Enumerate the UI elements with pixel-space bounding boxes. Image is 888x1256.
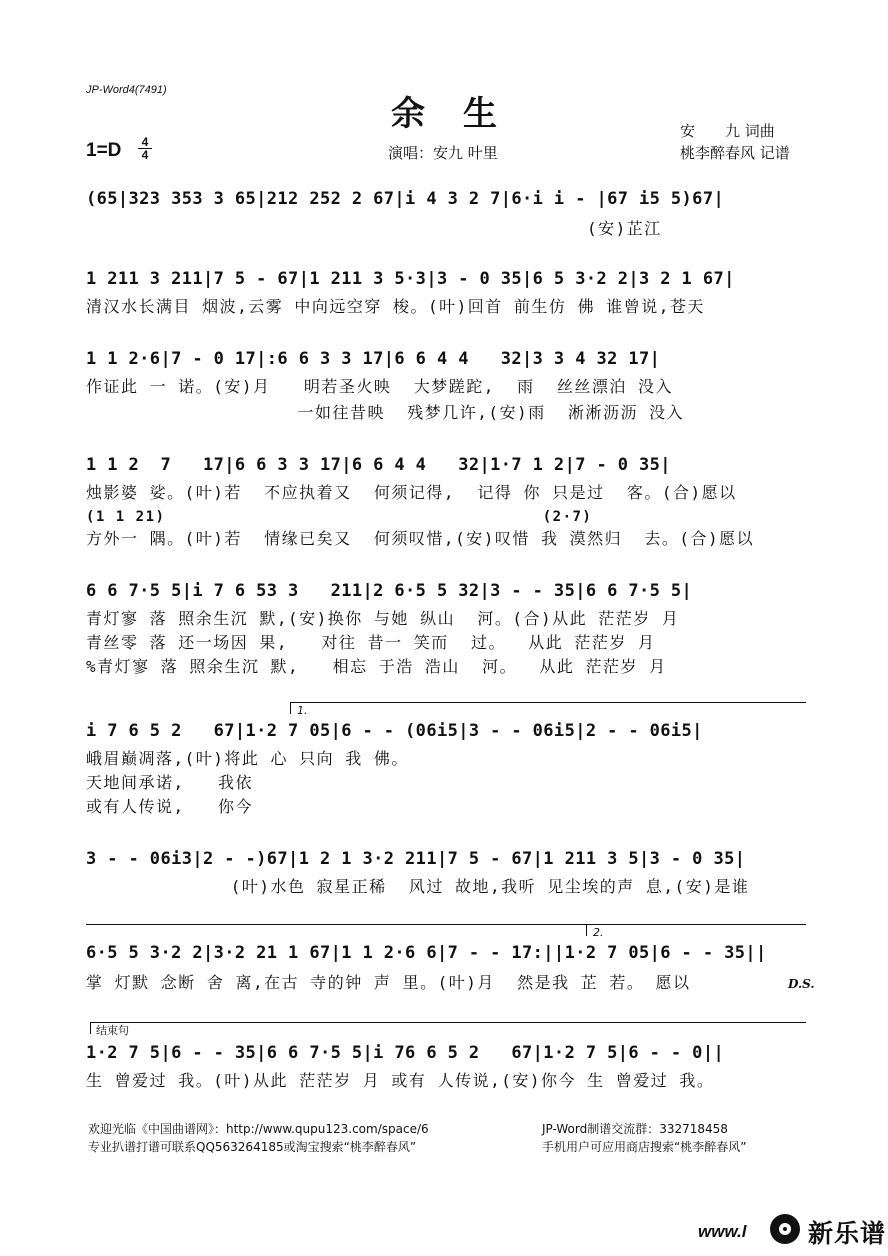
lyric-line-5c: %青灯寥 落 照余生沉 默, 相忘 于浩 浩山 河。 从此 茫茫岁 月 [86, 657, 667, 676]
key-signature: 1=D [86, 140, 122, 161]
scribe-credit: 桃李醉春风 记谱 [680, 144, 790, 162]
lyric-line-6b: 天地间承诺, 我依 [86, 773, 254, 792]
notation-line-5: 6 6 7·5 5|i 7 6 53 3 211|2 6·5 5 32|3 - - 35|6 6 7·5 5| [86, 581, 693, 601]
coda-bracket [90, 1022, 806, 1023]
lyric-line-3b: 一如往昔映 残梦几许,(安)雨 淅淅沥沥 没入 [86, 403, 685, 422]
song-title: 余生 [391, 94, 535, 134]
footer-app-note: 手机用户可应用商店搜索“桃李醉春风” [542, 1140, 747, 1154]
lyric-line-6c: 或有人传说, 你今 [86, 797, 254, 816]
time-signature [138, 136, 152, 161]
volta-1-bracket [290, 702, 806, 703]
lyric-line-6a: 峨眉巅凋落,(叶)将此 心 只向 我 佛。 [86, 749, 409, 768]
volta-2-bracket [586, 924, 806, 925]
time-denominator: 4 [138, 148, 152, 161]
lyric-line-5b: 青丝零 落 还一场因 果, 对往 昔一 笑而 过。 从此 茫茫岁 月 [86, 633, 656, 652]
coda-bracket-tick [90, 1022, 91, 1034]
lyric-line-1: (安)芷江 [86, 219, 662, 238]
lyric-line-4b: 方外一 隅。(叶)若 情缘已矣又 何须叹惜,(安)叹惜 我 漠然归 去。(合)愿以 [86, 529, 755, 548]
footer-site-link[interactable]: 欢迎光临《中国曲谱网》：http://www.qupu123.com/space/6 [88, 1122, 429, 1136]
lyric-line-7: (叶)水色 寂星正稀 风过 故地,我听 见尘埃的声 息,(安)是谁 [86, 877, 750, 896]
lyric-line-5a: 青灯寥 落 照余生沉 默,(安)换你 与她 纵山 河。(合)从此 茫茫岁 月 [86, 609, 680, 628]
volta-2-tick [586, 924, 587, 936]
footer-contact: 专业扒谱打谱可联系QQ563264185或淘宝搜索“桃李醉春风” [88, 1140, 417, 1154]
brand-watermark: 新乐谱 [808, 1219, 887, 1248]
source-label: JP-Word4(7491) [86, 84, 167, 96]
footer-group: JP-Word制谱交流群：332718458 [542, 1122, 728, 1136]
coda-label: 结束句 [96, 1024, 129, 1037]
lyric-line-4a: 烛影婆 娑。(叶)若 不应执着又 何须记得, 记得 你 只是过 客。(合)愿以 [86, 483, 737, 502]
watermark-url: www.l [698, 1222, 747, 1241]
repeat-bracket [86, 924, 586, 925]
lyric-line-2: 清汉水长满目 烟波,云雾 中向远空穿 梭。(叶)回首 前生仿 佛 谁曾说,苍天 [86, 297, 705, 316]
volta-2-label: 2. [593, 926, 604, 939]
dal-segno-mark: D.S. [788, 977, 815, 991]
composer-credit: 安 九 词曲 [680, 122, 775, 140]
record-logo-icon [770, 1214, 800, 1244]
time-numerator: 4 [141, 135, 149, 149]
notation-line-8: 6·5 5 3·2 2|3·2 21 1 67|1 1 2·6 6|7 - - 17:||1·2 7 05|6 - - 35|| [86, 943, 767, 963]
singer-credit: 演唱：安九 叶里 [388, 144, 498, 162]
alt-notation-4: (1 1 21) (2·7) [86, 509, 593, 525]
notation-line-1: (65|323 353 3 65|212 252 2 67|i 4 3 2 7|6·i i - |67 i5 5)67| [86, 189, 725, 209]
lyric-line-3a: 作证此 一 诺。(安)月 明若圣火映 大梦蹉跎, 雨 丝丝漂泊 没入 [86, 377, 673, 396]
notation-line-4: 1 1 2 7 17|6 6 3 3 17|6 6 4 4 32|1·7 1 2|7 - 0 35| [86, 455, 671, 475]
notation-line-2: 1 211 3 211|7 5 - 67|1 211 3 5·3|3 - 0 35|6 5 3·2 2|3 2 1 67| [86, 269, 735, 289]
notation-line-3: 1 1 2·6|7 - 0 17|:6 6 3 3 17|6 6 4 4 32|3 3 4 32 17| [86, 349, 661, 369]
notation-line-9: 1·2 7 5|6 - - 35|6 6 7·5 5|i 76 6 5 2 67|1·2 7 5|6 - - 0|| [86, 1043, 725, 1063]
notation-line-6: i 7 6 5 2 67|1·2 7 05|6 - - (06i5|3 - - 06i5|2 - - 06i5| [86, 721, 703, 741]
lyric-line-9: 生 曾爱过 我。(叶)从此 茫茫岁 月 或有 人传说,(安)你今 生 曾爱过 我。 [86, 1071, 715, 1090]
volta-1-label: 1. [297, 704, 308, 717]
volta-1-tick [290, 702, 291, 714]
notation-line-7: 3 - - 06i3|2 - -)67|1 2 1 3·2 211|7 5 - 67|1 211 3 5|3 - 0 35| [86, 849, 746, 869]
lyric-line-8: 掌 灯默 念断 舍 离,在古 寺的钟 声 里。(叶)月 然是我 芷 若。 愿以 [86, 973, 691, 992]
